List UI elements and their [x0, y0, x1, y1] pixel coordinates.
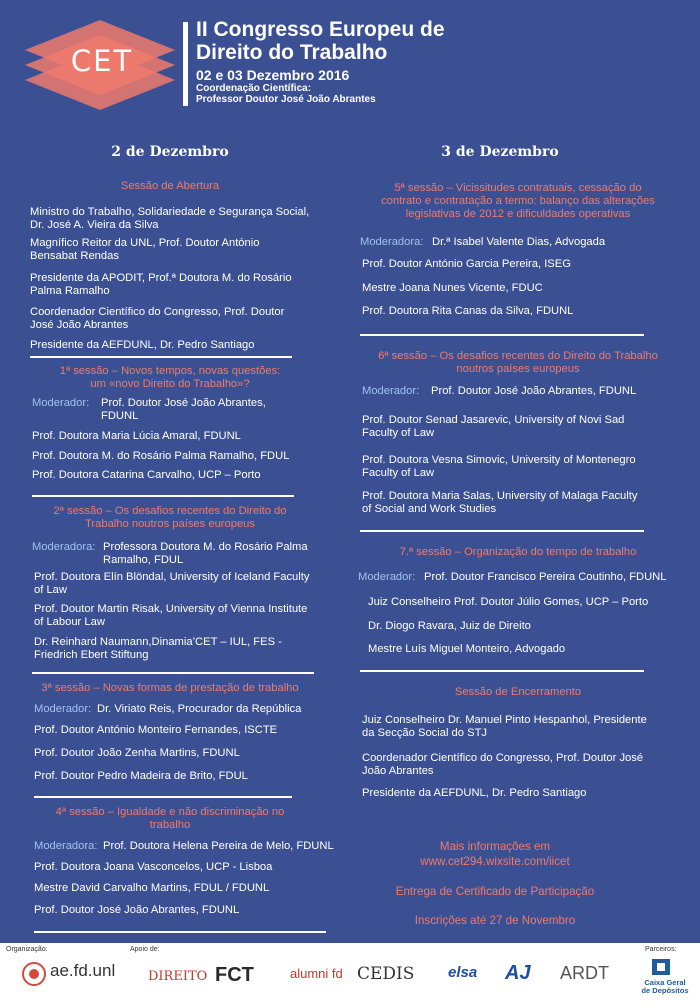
- speaker-line: Mestre David Carvalho Martins, FDUL / FDUNL: [34, 882, 270, 894]
- speaker-line: Coordenador Científico do Congresso, Prof. Doutor José: [362, 752, 644, 764]
- cgd-icon: [650, 957, 672, 977]
- speaker-line: Presidente da AEFDUNL, Dr. Pedro Santiago: [362, 787, 587, 799]
- moderator-name-line: Professora Doutora M. do Rosário Palma: [103, 541, 308, 553]
- session-title-text: Sessão de Abertura: [120, 180, 220, 192]
- moderator-label: Moderador:: [362, 385, 420, 397]
- speaker-line: Dr. Diogo Ravara, Juiz de Direito: [368, 620, 531, 632]
- speaker-line: Prof. Doutor Senad Jasarevic, University of Novi Sad: [362, 414, 625, 426]
- speaker-line: Prof. Doutora Vesna Simovic, University of Montenegro: [362, 454, 636, 466]
- session-title-line: 4ª sessão – Igualdade e não discriminação no: [55, 806, 285, 818]
- speaker-line: Prof. Doutora Maria Lúcia Amaral, FDUNL: [32, 430, 241, 442]
- session-title-line: contrato e contratação a termo: balanço das alterações: [381, 194, 655, 207]
- speaker-line: Mestre Joana Nunes Vicente, FDUC: [362, 282, 543, 294]
- speaker-line: Prof. Doutor José João Abrantes, FDUNL: [34, 904, 240, 916]
- ae-fd-unl-logo: ae.fd.unl: [50, 961, 116, 980]
- partner-logo-line: Caixa Geral: [644, 978, 686, 987]
- session-title-line: 3ª sessão – Novas formas de prestação de trabalho: [41, 682, 299, 694]
- alumni-logo: alumni fd: [290, 966, 343, 981]
- congress-title-line2: Direito do Trabalho: [196, 41, 388, 64]
- congress-dates: 02 e 03 Dezembro 2016: [196, 67, 350, 83]
- speaker-line: Prof. Doutora Elín Blöndal, University of Iceland Faculty: [34, 571, 310, 583]
- fct-logo: FCT: [215, 964, 254, 986]
- elsa-logo: elsa: [448, 964, 478, 981]
- congress-title-line1: II Congresso Europeu de: [196, 18, 445, 41]
- speaker-line: of Social and Work Studies: [362, 502, 497, 515]
- certificate-notice: Entrega de Certificado de Participação: [395, 885, 595, 898]
- moderator-label: Moderadora:: [32, 541, 96, 553]
- speaker-line: Presidente da APODIT, Prof.ª Doutora M. do Rosário: [30, 272, 292, 284]
- speaker-line: Prof. Doutora Rita Canas da Silva, FDUNL: [362, 305, 574, 317]
- sponsor-bar: [0, 943, 700, 1004]
- partners-label: Parceiros:: [645, 946, 677, 953]
- day1-title: 2 de Dezembro: [111, 144, 229, 160]
- speaker-line: Juiz Conselheiro Dr. Manuel Pinto Hespanhol, Presidente: [362, 714, 647, 726]
- session-title-line: noutros países europeus: [456, 362, 580, 375]
- speaker-line: of Law: [34, 583, 67, 596]
- moderator-label: Moderadora:: [34, 840, 98, 852]
- speaker-line: da Secção Social do STJ: [362, 726, 487, 739]
- caixa-geral-logo: [632, 979, 698, 995]
- moderator-label: Moderador:: [34, 703, 92, 715]
- speaker-line: Prof. Doutor António Monteiro Fernandes, ISCTE: [34, 724, 278, 736]
- coordination-label: Coordenação Científica:: [196, 83, 312, 94]
- speaker-line: Prof. Doutora Maria Salas, University of Malaga Faculty: [362, 490, 638, 502]
- speaker-line: Coordenador Científico do Congresso, Prof. Doutor: [30, 306, 285, 318]
- day2-title: 3 de Dezembro: [441, 144, 559, 160]
- organization-label: Organização:: [6, 946, 48, 953]
- speaker-line: João Abrantes: [362, 764, 434, 777]
- speaker-line: of Labour Law: [34, 615, 105, 628]
- aj-logo: AJ: [505, 962, 531, 984]
- support-label: Apoio de:: [130, 946, 160, 953]
- speaker-line: Presidente da AEFDUNL, Dr. Pedro Santiago: [30, 339, 255, 351]
- session-title-line: 7.ª sessão – Organização do tempo de trabalho: [399, 546, 637, 558]
- session-title-line: 2ª sessão – Os desafios recentes do Direito do: [53, 505, 287, 517]
- speaker-line: Prof. Doutor António Garcia Pereira, ISEG: [362, 258, 571, 270]
- session-title-line: 5ª sessão – Vicissitudes contratuais, cessação do: [394, 182, 642, 194]
- moderator-name-line: Dr.ª Isabel Valente Dias, Advogada: [432, 236, 606, 248]
- partner-logo-line: de Depósitos: [641, 986, 689, 995]
- website-link[interactable]: www.cet294.wixsite.com/iicet: [420, 855, 570, 868]
- speaker-line: Dr. Reinhard Naumann,Dinamia’CET – IUL, FES -: [34, 636, 282, 648]
- speaker-line: Prof. Doutora M. do Rosário Palma Ramalho, FDUL: [32, 450, 290, 462]
- speaker-line: Friedrich Ebert Stiftung: [34, 648, 149, 661]
- speaker-line: Prof. Doutora Joana Vasconcelos, UCP - Lisboa: [34, 861, 273, 873]
- speaker-line: Magnífico Reitor da UNL, Prof. Doutor António: [30, 237, 260, 249]
- registration-deadline: Inscrições até 27 de Novembro: [414, 914, 576, 927]
- session-title-line: 1ª sessão – Novos tempos, novas questões:: [59, 365, 281, 377]
- session-title-line: um «novo Direito do Trabalho»?: [90, 377, 250, 390]
- speaker-line: Mestre Luís Miguel Monteiro, Advogado: [368, 643, 566, 655]
- session-title-text: Sessão de Encerramento: [454, 686, 582, 698]
- session-title-line: trabalho: [149, 818, 191, 831]
- moderator-name-line: Prof. Doutor José João Abrantes, FDUNL: [431, 385, 637, 397]
- speaker-line: Faculty of Law: [362, 466, 435, 479]
- moderator-name-line: Prof. Doutor José João Abrantes,: [101, 397, 266, 409]
- speaker-line: Ministro do Trabalho, Solidariedade e Segurança Social,: [30, 206, 310, 218]
- moderator-name-line: FDUNL: [101, 409, 139, 422]
- session-title-line: 6ª sessão – Os desafios recentes do Direito do Trabalho: [378, 350, 658, 362]
- moderator-name-line: Prof. Doutor Francisco Pereira Coutinho, FDUNL: [424, 571, 667, 583]
- speaker-line: Prof. Doutor João Zenha Martins, FDUNL: [34, 747, 240, 759]
- speaker-line: Dr. José A. Vieira da Silva: [30, 218, 159, 231]
- speaker-line: Palma Ramalho: [30, 284, 110, 297]
- ardt-logo: ARDT: [560, 963, 609, 983]
- speaker-line: Juiz Conselheiro Prof. Doutor Júlio Gomes, UCP – Porto: [368, 596, 649, 608]
- more-info-label: Mais informações em: [439, 840, 551, 853]
- session-title-line: legislativas de 2012 e dificuldades operativas: [405, 207, 631, 220]
- seal-icon: [22, 961, 46, 987]
- moderator-label: Moderador:: [32, 397, 90, 409]
- speaker-line: Prof. Doutor Martin Risak, University of Vienna Institute: [34, 603, 308, 615]
- direito-logo: DIREITO: [148, 969, 208, 984]
- coordinator-name: Professor Doutor José João Abrantes: [196, 94, 376, 105]
- speaker-line: Bensabat Rendas: [30, 249, 119, 262]
- moderator-label: Moderadora:: [360, 236, 424, 248]
- speaker-line: Prof. Doutor Pedro Madeira de Brito, FDUL: [34, 770, 248, 782]
- cedis-logo: CEDIS: [357, 964, 415, 984]
- cet-logo-text: CET: [70, 44, 134, 78]
- session-title-line: Trabalho noutros países europeus: [85, 517, 255, 530]
- speaker-line: José João Abrantes: [30, 318, 129, 331]
- moderator-label: Moderador:: [358, 571, 416, 583]
- moderator-name-line: Ramalho, FDUL: [103, 553, 184, 566]
- moderator-name-line: Prof. Doutora Helena Pereira de Melo, FDUNL: [103, 840, 334, 852]
- moderator-name-line: Dr. Viriato Reis, Procurador da República: [97, 703, 302, 715]
- speaker-line: Faculty of Law: [362, 426, 435, 439]
- speaker-line: Prof. Doutora Catarina Carvalho, UCP – Porto: [32, 469, 261, 481]
